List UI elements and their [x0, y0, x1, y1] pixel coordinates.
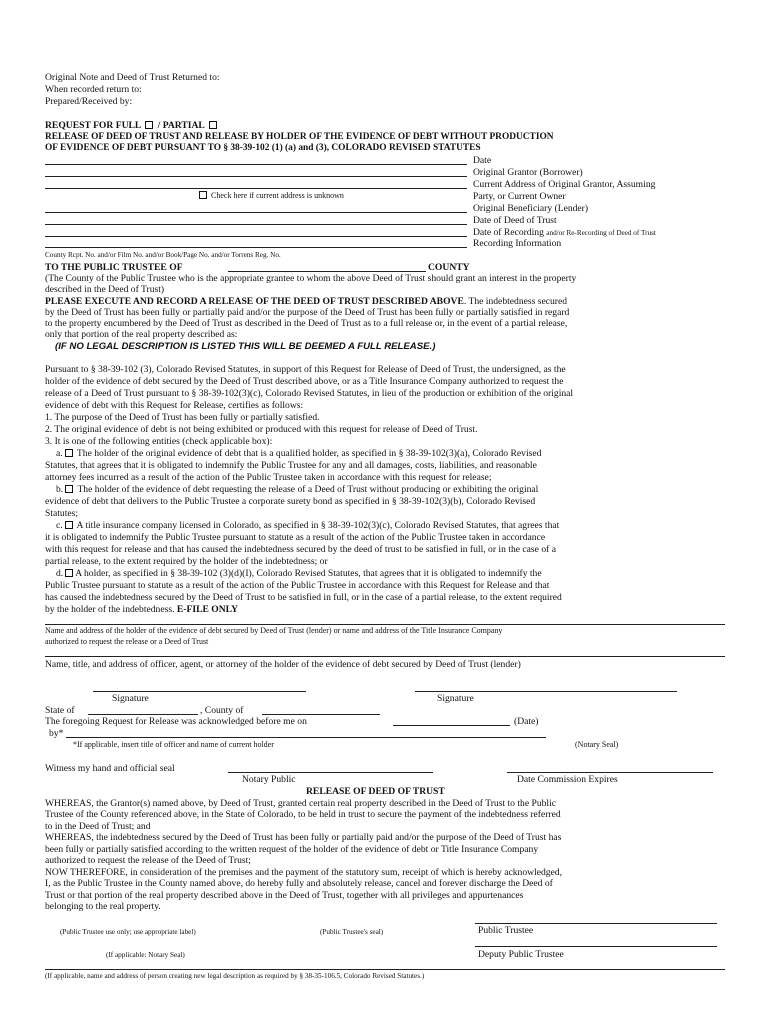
acknowledged-label: The foregoing Request for Release was acknowledged before me on	[45, 716, 307, 727]
current-address-label: Current Address of Original Grantor, Assuming	[473, 179, 656, 190]
county-rcpt-label: County Rcpt. No. and/or Film No. and/or Book/Page No. and/or Torrens Reg. No.	[45, 251, 281, 259]
county-label: COUNTY	[428, 262, 470, 273]
address-unknown-label: Check here if current address is unknown	[211, 191, 344, 200]
county-desc-1: (The County of the Public Trustee who is the appropriate grantee to whom the above Deed of Trust should grant an interest in the property	[45, 273, 577, 284]
by-label: by*	[49, 728, 64, 739]
option-d	[56, 568, 542, 579]
full-release-checkbox[interactable]	[145, 121, 153, 129]
signature-2-label: Signature	[437, 693, 474, 704]
please-execute-2: by the Deed of Trust has been fully or partially paid and/or the purpose of the Deed of Trust has been fully or partially satisfied in regard	[45, 307, 570, 318]
public-trustee-label: Public Trustee	[478, 925, 534, 936]
notary-seal-app-label: (If applicable: Notary Seal)	[106, 951, 185, 959]
legal-desc-note: (If applicable, name and address of person creating new legal description as required by § 38-35-106.5, Colorado Revised Statutes.)	[45, 972, 425, 980]
recording-date-small: and/or Re-Recording of Deed of Trust	[546, 229, 656, 237]
please-execute-3: to the property encumbered by the Deed of Trust as described in the Deed of Trust as to a full release or, in the event of a partial release,	[45, 318, 568, 329]
no-legal-description-note: (IF NO LEGAL DESCRIPTION IS LISTED THIS WILL BE DEEMED A FULL RELEASE.)	[55, 341, 436, 352]
pt-seal-label: (Public Trustee's seal)	[320, 928, 384, 936]
notary-seal-label: (Notary Seal)	[575, 740, 619, 749]
option-b-text: The holder of the evidence of debt requesting the release of a Deed of Trust without producing or exhibiting the original	[77, 484, 539, 495]
notary-public-line[interactable]	[228, 772, 433, 773]
beneficiary-line[interactable]	[45, 212, 467, 213]
option-b-3: Statutes;	[45, 508, 79, 519]
recording-info-line[interactable]	[45, 247, 467, 248]
option-a-checkbox[interactable]	[65, 449, 73, 457]
signature-1-line[interactable]	[93, 691, 306, 692]
address-unknown-checkbox[interactable]	[199, 191, 207, 199]
deed-date-label: Date of Deed of Trust	[473, 215, 557, 226]
beneficiary-label: Original Beneficiary (Lender)	[473, 203, 589, 214]
whereas-2b: been fully or partially satisfied according to the written request of the holder of the evidence of debt or Title Insurance Company	[45, 844, 539, 855]
to-trustee-label: TO THE PUBLIC TRUSTEE OF	[45, 262, 183, 273]
recording-date-text: Date of Recording	[473, 227, 544, 238]
option-d-text: A holder, as specified in § 38-39-102 (3)(d)(I), Colorado Revised Statutes, that agrees that it is obligated to indemnify the	[75, 568, 542, 579]
option-c-4: partial release, to the extent required by the holder of the indebtedness; or	[45, 556, 328, 567]
whereas-1c: to in the Deed of Trust; and	[45, 821, 151, 832]
county-of-line[interactable]	[262, 714, 380, 715]
pursuant-4: evidence of debt with this Request for Release, certifies as follows:	[45, 400, 304, 411]
recorded-return-label: When recorded return to:	[45, 84, 142, 95]
recording-date-line[interactable]	[45, 236, 467, 237]
date-label: Date	[473, 155, 492, 166]
commission-label: Date Commission Expires	[517, 774, 618, 785]
public-trustee-line[interactable]	[475, 923, 717, 924]
whereas-2a: WHEREAS, the indebtedness secured by the Deed of Trust has been fully or partially paid and/or the purpose of the Deed of Trust has	[45, 832, 562, 843]
witness-label: Witness my hand and official seal	[45, 763, 175, 774]
option-c	[56, 520, 559, 531]
deputy-line[interactable]	[475, 946, 717, 947]
option-c-letter: c.	[56, 520, 63, 531]
address-unknown-row	[197, 191, 344, 201]
recording-info-label: Recording Information	[473, 238, 562, 249]
trustee-county-line[interactable]	[228, 271, 426, 272]
holder-name-desc-1: Name and address of the holder of the evidence of debt secured by Deed of Trust (lender) or name and address of the Title Insurance Company	[45, 626, 503, 635]
deputy-label: Deputy Public Trustee	[478, 949, 564, 960]
option-c-checkbox[interactable]	[65, 521, 73, 529]
option-d-4-line	[45, 604, 238, 615]
partial-release-checkbox[interactable]	[209, 121, 217, 129]
pursuant-1: Pursuant to § 38-39-102 (3), Colorado Revised Statutes, in support of this Request for Release of Deed of Trust, the undersigned, as the	[45, 364, 566, 375]
signature-1-label: Signature	[112, 693, 149, 704]
signature-2-line[interactable]	[415, 691, 677, 692]
form-title-line1: RELEASE OF DEED OF TRUST AND RELEASE BY HOLDER OF THE EVIDENCE OF DEBT WITHOUT PRODUCTION	[45, 132, 554, 142]
option-b-checkbox[interactable]	[65, 485, 73, 493]
commission-line[interactable]	[507, 772, 713, 773]
release-title: RELEASE OF DEED OF TRUST	[306, 786, 445, 797]
state-line[interactable]	[88, 714, 198, 715]
date-line[interactable]	[45, 164, 467, 165]
request-sep: /	[157, 120, 161, 131]
state-label: State of	[45, 705, 75, 716]
request-partial-label: PARTIAL	[162, 120, 205, 131]
county-desc-2: described in the Deed of Trust)	[45, 284, 165, 295]
whereas-1b: Trustee of the County referenced above, in the State of Colorado, to be held in trust to secure the payment of the indebtedness referred	[45, 809, 561, 820]
please-execute-4: only that portion of the real property described as:	[45, 329, 238, 340]
holder-name-desc-2: authorized to request the release or a Deed of Trust	[45, 637, 209, 646]
now-therefore-2: I, as the Public Trustee in the County named above, do hereby fully and absolutely release, cancel and forever discharge the Deed of	[45, 878, 553, 889]
recording-date-label	[473, 227, 656, 238]
whereas-2c: authorized to request the release of the Deed of Trust;	[45, 855, 251, 866]
please-execute-rest: . The indebtedness secured	[463, 296, 568, 307]
grantor-line[interactable]	[45, 176, 467, 177]
option-a-3: attorney fees incurred as a result of the action of the Public Trustee taken in accordance with this request for release;	[45, 472, 492, 483]
option-c-text: A title insurance company licensed in Colorado, as specified in § 38-39-102(3)(c), Colorado Revised Statutes, that agrees that	[76, 520, 560, 531]
now-therefore-4: belonging to the real property.	[45, 901, 161, 912]
option-b-2: evidence of debt that delivers to the Public Trustee a corporate surety bond as specified in § 38-39-102(3)(b), Colorado Revised	[45, 496, 536, 507]
legal-desc-line[interactable]	[45, 969, 725, 970]
item-1: 1. The purpose of the Deed of Trust has been fully or partially satisfied.	[45, 412, 320, 423]
notary-public-label: Notary Public	[242, 774, 296, 785]
please-execute-bold: PLEASE EXECUTE AND RECORD A RELEASE OF THE DEED OF TRUST DESCRIBED ABOVE	[45, 296, 464, 307]
item-3: 3. It is one of the following entities (check applicable box):	[45, 436, 273, 447]
party-label: Party, or Current Owner	[473, 191, 566, 202]
grantor-label: Original Grantor (Borrower)	[473, 167, 583, 178]
pt-use-label: (Public Trustee use only; use appropriate label)	[60, 928, 196, 936]
deed-date-line[interactable]	[45, 224, 467, 225]
by-line[interactable]	[66, 737, 546, 738]
option-b-letter: b.	[56, 484, 64, 495]
officer-line[interactable]	[45, 656, 725, 657]
county-of-label: , County of	[200, 705, 244, 716]
whereas-1a: WHEREAS, the Grantor(s) named above, by Deed of Trust, granted certain real property described in the Deed of Trust to the Public	[45, 798, 557, 809]
option-d-3: has caused the indebtedness secured by the Deed of Trust to be satisfied in full, or in the case of a partial release, to the extent required	[45, 592, 562, 603]
form-title-line2: OF EVIDENCE OF DEBT PURSUANT TO § 38-39-102 (1) (a) and (3), COLORADO REVISED STATUTES	[45, 143, 481, 153]
please-execute-line	[45, 296, 567, 307]
request-line	[45, 120, 219, 131]
option-a-2: Statutes, that agrees that it is obligated to indemnify the Public Trustee for any and all damages, costs, liabilities, and reasonable	[45, 460, 537, 471]
option-d-2: Public Trustee pursuant to statute as a result of the action of the Public Trustee in accordance with this Request for Release and that	[45, 580, 550, 591]
item-2: 2. The original evidence of debt is not being exhibited or produced with this request for release of Deed of Trust.	[45, 424, 478, 435]
option-a-letter: a.	[56, 448, 63, 459]
if-applicable-note: *If applicable, insert title of officer and name of current holder	[73, 740, 274, 749]
option-a-text: The holder of the original evidence of debt that is a qualified holder, as specified in § 38-39-102(3)(a), Colorado Revised	[76, 448, 542, 459]
request-full-label: REQUEST FOR FULL	[45, 120, 141, 131]
ack-date-line[interactable]	[393, 725, 510, 726]
current-address-line[interactable]	[45, 188, 467, 189]
option-d-4: by the holder of the indebtedness.	[45, 604, 175, 615]
option-d-letter: d.	[56, 568, 64, 579]
pursuant-3: release of a Deed of Trust pursuant to § 38-39-102(3)(c), Colorado Revised Statutes, in lieu of the production or exhibition of the original	[45, 388, 574, 399]
now-therefore-3: Trust or that portion of the real property described above in the Deed of Trust, together with all privileges and appurtenances	[45, 890, 524, 901]
option-d-checkbox[interactable]	[65, 569, 73, 577]
now-therefore-1: NOW THEREFORE, in consideration of the premises and the payment of the statutory sum, receipt of which is hereby acknowledged,	[45, 867, 563, 878]
option-c-2: it is obligated to indemnify the Public Trustee pursuant to statute as a result of the action of the Public Trustee taken in accordance	[45, 532, 546, 543]
efile-only: E-FILE ONLY	[176, 604, 239, 615]
pursuant-2: holder of the evidence of debt secured by the Deed of Trust described above, or as a Title Insurance Company authorized to request the	[45, 376, 564, 387]
prepared-label: Prepared/Received by:	[45, 96, 133, 107]
officer-desc: Name, title, and address of officer, agent, or attorney of the holder of the evidence of debt secured by Deed of Trust (lender)	[45, 659, 521, 670]
ack-date-label: (Date)	[514, 716, 539, 727]
holder-name-line[interactable]	[45, 624, 725, 625]
returned-to-label: Original Note and Deed of Trust Returned to:	[45, 72, 220, 83]
option-c-3: with this request for release and that has caused the indebtedness secured by the deed of trust to be satisfied in full, or in the case of a	[45, 544, 556, 555]
option-b	[56, 484, 538, 495]
option-a	[56, 448, 541, 459]
